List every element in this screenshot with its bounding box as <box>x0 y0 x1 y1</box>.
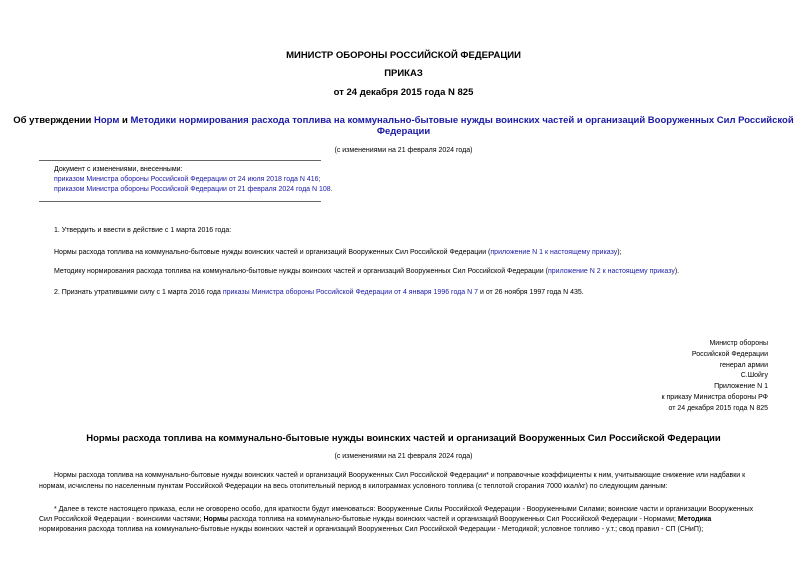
footnote-methodology-term: Методика <box>677 516 712 523</box>
appendix-1-link[interactable]: приложение N 1 к настоящему приказу <box>490 249 618 256</box>
title-prefix: Об утверждении <box>13 115 94 126</box>
footnote-line-3: нормирования расхода топлива на коммунально-бытовые нужды воинских частей и организаций Вооруженных Сил Российской Федерации - Методикой; условное топливо - у.т.; свод правил - СП (СНиП); <box>39 526 704 533</box>
methodology-link-cont[interactable]: Федерации <box>376 126 431 137</box>
clause-2-end: и от 26 ноября 1997 года N 435. <box>478 289 584 296</box>
change-link-2018[interactable]: приказом Министра обороны Российской Федерации от 24 июля 2018 года N 416; <box>54 176 321 183</box>
changes-bottom-rule <box>39 201 321 202</box>
repealed-orders-link[interactable]: приказы Министра обороны Российской Федерации от 4 января 1996 года N 7 <box>222 289 479 296</box>
changes-heading: Документ с изменениями, внесенными: <box>54 166 183 173</box>
clause-1-item-1-text: Нормы расхода топлива на коммунально-бытовые нужды воинских частей и организаций Вооруженных Сил Российской Федерации ( <box>54 249 491 256</box>
changes-top-rule <box>39 160 321 161</box>
footnote-line-2-c: расхода топлива на коммунально-бытовые нужды воинских частей и организаций Вооруженных Сил Российской Федерации - Нормами; <box>228 516 678 523</box>
clause-2 <box>54 289 584 296</box>
clause-1-item-1-end: ); <box>617 249 622 256</box>
clause-1-item-2-end: ). <box>674 268 680 275</box>
clause-2-text: 2. Признать утратившими силу с 1 марта 2016 года <box>54 289 223 296</box>
doc-type-heading: ПРИКАЗ <box>384 68 423 79</box>
footnote-line-2-a: Сил Российской Федерации - воинскими частями; <box>39 516 204 523</box>
appendix-line: от 24 декабря 2015 года N 825 <box>668 404 768 412</box>
norms-paragraph-line-2: нормам, исчислены по населенным пунктам Российской Федерации на весь отопительный период в килограммах условного топлива (с теплотой сгорания 7000 ккал/кг) по следующим данным: <box>39 483 668 490</box>
footnote-line-1: * Далее в тексте настоящего приказа, если не оговорено особо, для краткости будут именоваться: Вооруженные Силы Российской Федерации - Вооруженными Силами; воинские части и организации Вооруженных <box>54 506 754 513</box>
clause-1-item-1 <box>54 249 622 256</box>
change-link-2024[interactable]: приказом Министра обороны Российской Федерации от 21 февраля 2024 года N 108. <box>54 186 333 193</box>
amendment-note: (с изменениями на 21 февраля 2024 года) <box>334 147 473 154</box>
footnote-norms-term: Нормы <box>203 516 229 523</box>
norms-amendment-note: (с изменениями на 21 февраля 2024 года) <box>334 453 473 460</box>
issuer-heading: МИНИСТР ОБОРОНЫ РОССИЙСКОЙ ФЕДЕРАЦИИ <box>286 50 521 61</box>
title-mid: и <box>119 115 131 126</box>
signature-line: С.Шойгу <box>740 372 768 380</box>
clause-1: 1. Утвердить и ввести в действие с 1 марта 2016 года: <box>54 227 232 234</box>
appendix-block <box>662 382 769 414</box>
doc-date-number: от 24 декабря 2015 года N 825 <box>333 87 474 98</box>
methodology-link[interactable]: Методики нормирования расхода топлива на коммунально-бытовые нужды воинских частей и организаций Вооруженных Сил Российской <box>130 115 794 126</box>
clause-1-item-2-text: Методику нормирования расхода топлива на коммунально-бытовые нужды воинских частей и организаций Вооруженных Сил Российской Федерации ( <box>54 268 548 275</box>
clause-1-item-2 <box>54 268 679 275</box>
footnote-line-2 <box>39 516 711 523</box>
signature-line: генерал армии <box>719 361 768 369</box>
norms-title: Нормы расхода топлива на коммунально-бытовые нужды воинских частей и организаций Вооруженных Сил Российской Федерации <box>86 433 721 444</box>
signature-line: Министр обороны <box>709 340 768 347</box>
appendix-2-link[interactable]: приложение N 2 к настоящему приказу <box>547 268 675 275</box>
signature-block <box>692 339 768 382</box>
appendix-line: Приложение N 1 <box>714 383 768 390</box>
document-title <box>0 115 807 137</box>
appendix-line: к приказу Министра обороны РФ <box>661 393 768 401</box>
signature-line: Российской Федерации <box>691 350 768 358</box>
norms-paragraph-line-1: Нормы расхода топлива на коммунально-бытовые нужды воинских частей и организаций Вооруженных Сил Российской Федерации* и поправочные коэффициенты к ним, учитывающие снижение или надбавки к <box>54 472 746 479</box>
norms-link[interactable]: Норм <box>94 115 120 126</box>
